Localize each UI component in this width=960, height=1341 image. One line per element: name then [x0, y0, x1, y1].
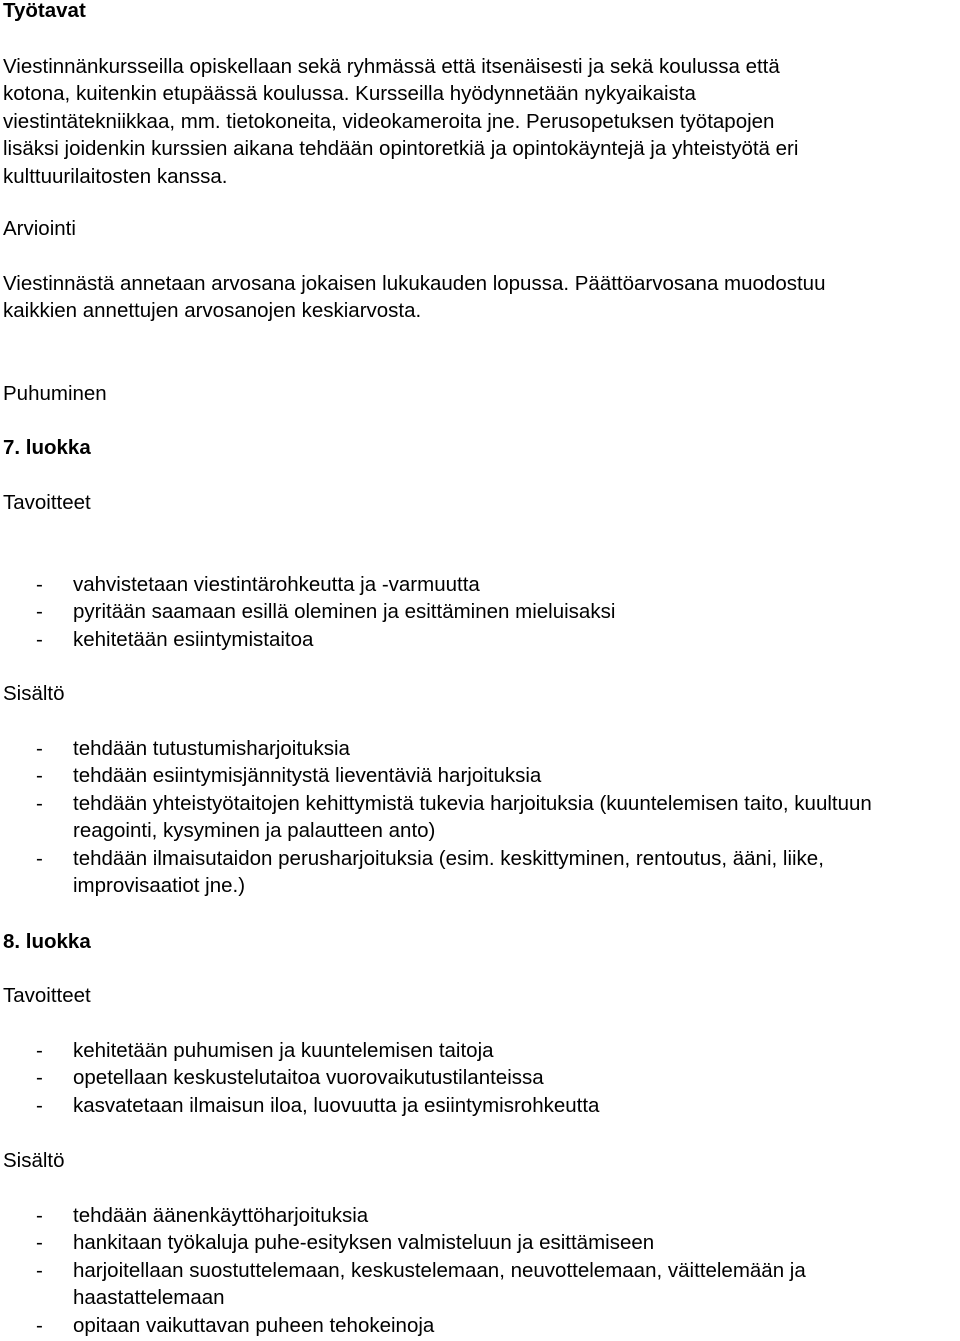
list-item: - vahvistetaan viestintärohkeutta ja -varmuutta	[36, 573, 480, 596]
list-item: - opitaan vaikuttavan puheen tehokeinoja	[36, 1313, 435, 1337]
grade-heading-8: 8. luokka	[3, 930, 91, 953]
grade-heading-7: 7. luokka	[3, 436, 91, 459]
goals-heading-7: Tavoitteet	[3, 491, 91, 514]
content-list-8	[36, 1202, 956, 1339]
goals-list-7	[36, 571, 956, 653]
paragraph-line: Viestinnänkursseilla opiskellaan sekä ryhmässä että itsenäisesti ja sekä koulussa että	[3, 55, 780, 78]
content-heading-7: Sisältö	[3, 682, 65, 705]
content-list-7	[36, 735, 956, 899]
paragraph-line: viestintätekniikkaa, mm. tietokoneita, videokameroita jne. Perusopetuksen työtapojen	[3, 109, 775, 133]
section-heading-arviointi: Arviointi	[3, 217, 76, 240]
paragraph-line: kaikkien annettujen arvosanojen keskiarvosta.	[3, 299, 422, 323]
paragraph-arviointi	[3, 270, 958, 325]
section-heading-tyotavat: Työtavat	[3, 0, 86, 22]
paragraph-line: kulttuurilaitosten kanssa.	[3, 164, 228, 188]
list-item: - kehitetään puhumisen ja kuuntelemisen taitoja	[36, 1039, 494, 1062]
list-item: - kehitetään esiintymistaitoa	[36, 627, 314, 651]
content-heading-8: Sisältö	[3, 1149, 65, 1172]
list-item: - tehdään äänenkäyttöharjoituksia	[36, 1204, 369, 1227]
goals-heading-8: Tavoitteet	[3, 984, 91, 1007]
list-item: - tehdään yhteistyötaitojen kehittymistä tukevia harjoituksia (kuuntelemisen taito, kuultuun reagointi, kysyminen ja palautteen anto)	[36, 791, 872, 843]
paragraph-line: lisäksi joidenkin kurssien aikana tehdään opintoretkiä ja opintokäyntejä ja yhteistyötä eri	[3, 137, 799, 161]
list-item: - opetellaan keskustelutaitoa vuorovaikutustilanteissa	[36, 1066, 544, 1090]
list-item: - tehdään esiintymisjännitystä lieventäviä harjoituksia	[36, 764, 542, 788]
list-item: - harjoitellaan suostuttelemaan, keskustelemaan, neuvottelemaan, väittelemään ja haastattelemaan	[36, 1258, 806, 1310]
goals-list-8	[36, 1037, 956, 1119]
paragraph-line: Viestinnästä annetaan arvosana jokaisen lukukauden lopussa. Päättöarvosana muodostuu	[3, 272, 826, 295]
paragraph-tyotavat	[3, 53, 958, 190]
list-item: - tehdään tutustumisharjoituksia	[36, 737, 350, 760]
list-item: - tehdään ilmaisutaidon perusharjoituksia (esim. keskittyminen, rentoutus, ääni, liike, improvisaatiot jne.)	[36, 846, 824, 898]
list-item: - pyritään saamaan esillä oleminen ja esittäminen mieluisaksi	[36, 600, 616, 624]
paragraph-line: kotona, kuitenkin etupäässä koulussa. Kursseilla hyödynnetään nykyaikaista	[3, 82, 696, 106]
list-item: - kasvatetaan ilmaisun iloa, luovuutta ja esiintymisrohkeutta	[36, 1093, 600, 1117]
section-heading-puhuminen: Puhuminen	[3, 382, 107, 405]
list-item: - hankitaan työkaluja puhe-esityksen valmisteluun ja esittämiseen	[36, 1231, 655, 1255]
